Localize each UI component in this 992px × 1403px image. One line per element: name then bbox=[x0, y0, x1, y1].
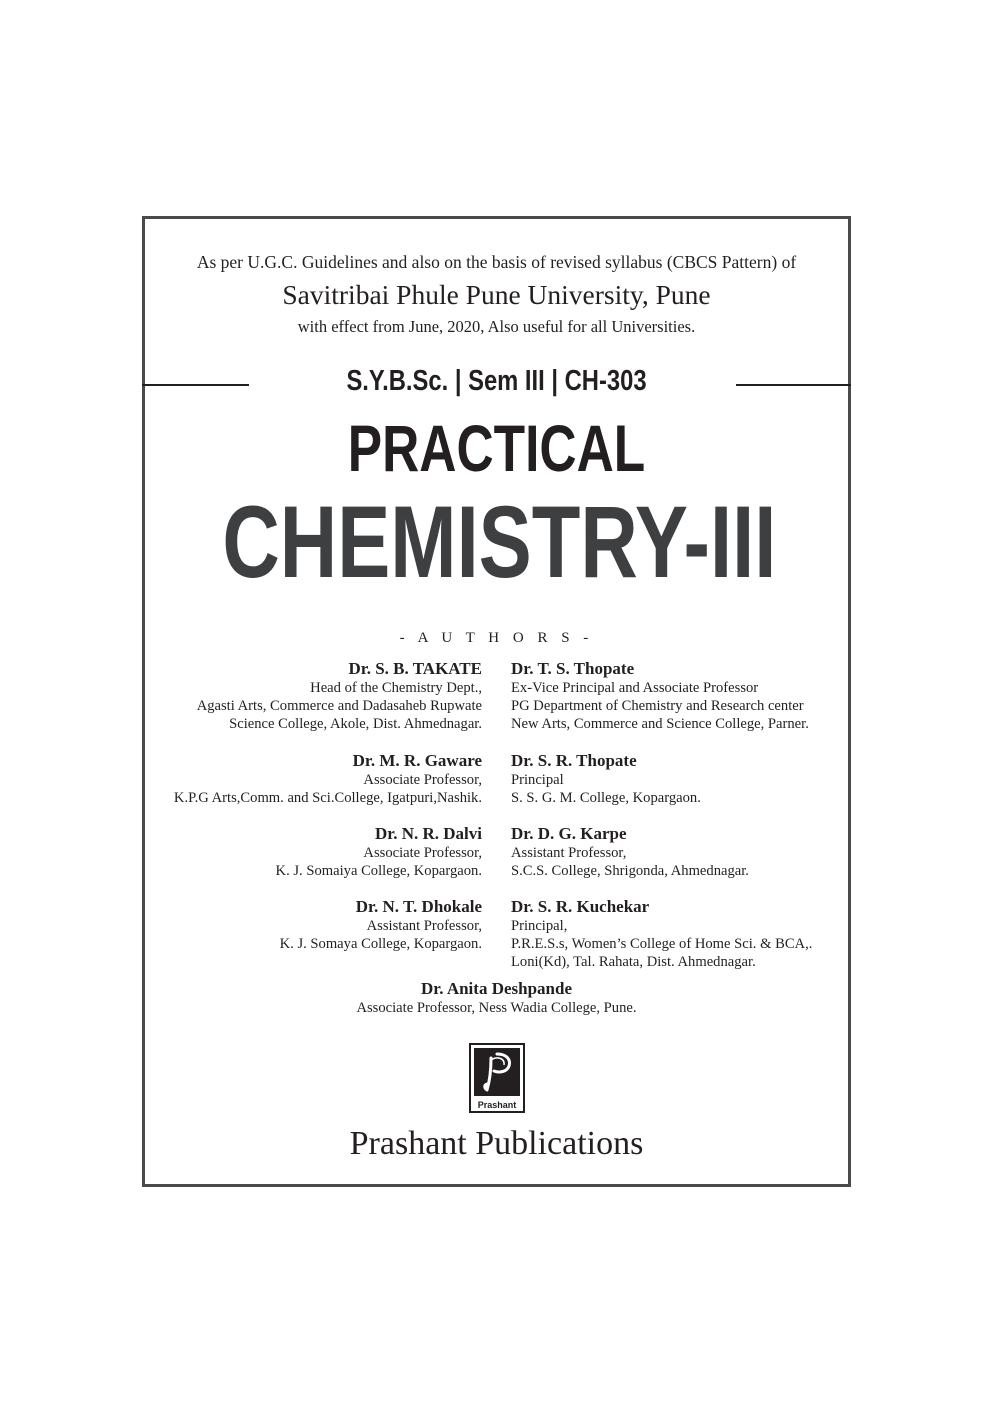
author-detail: Assistant Professor, bbox=[511, 845, 627, 861]
author-dhokale bbox=[280, 897, 482, 953]
author-detail: P.R.E.S.s, Women’s College of Home Sci. & BCA,. bbox=[511, 936, 813, 953]
author-name: Dr. T. S. Thopate bbox=[511, 659, 635, 678]
author-gaware bbox=[174, 751, 482, 807]
author-detail: Agasti Arts, Commerce and Dadasaheb Rupwate bbox=[196, 698, 482, 715]
author-name: Dr. S. R. Kuchekar bbox=[511, 897, 650, 916]
author-detail: Associate Professor, bbox=[363, 772, 482, 788]
author-name: Dr. M. R. Gaware bbox=[352, 751, 482, 770]
author-detail: Principal bbox=[511, 772, 564, 788]
author-detail: Assistant Professor, bbox=[366, 918, 482, 934]
author-name: Dr. D. G. Karpe bbox=[511, 824, 627, 843]
author-t-thopate bbox=[511, 659, 809, 734]
cover-frame bbox=[142, 216, 851, 1187]
publisher-name: Prashant Publications bbox=[349, 1125, 644, 1162]
logo-label: Prashant bbox=[477, 1100, 517, 1110]
author-detail: S. S. G. M. College, Kopargaon. bbox=[511, 790, 701, 807]
effect-text: with effect from June, 2020, Also useful for all Universities. bbox=[297, 317, 696, 336]
author-detail: S.C.S. College, Shrigonda, Ahmednagar. bbox=[511, 863, 749, 880]
authors-heading: - A U T H O R S - bbox=[399, 630, 594, 646]
author-detail: Science College, Akole, Dist. Ahmednagar. bbox=[229, 716, 482, 733]
author-deshpande bbox=[145, 979, 848, 1017]
author-karpe bbox=[511, 824, 749, 880]
author-detail: Ex-Vice Principal and Associate Professor bbox=[511, 680, 759, 696]
title-chemistry: CHEMISTRY-III bbox=[222, 485, 777, 599]
author-name: Dr. S. R. Thopate bbox=[511, 751, 637, 770]
author-detail: Associate Professor, Ness Wadia College, Pune. bbox=[356, 1000, 637, 1016]
stylized-p-logo-icon bbox=[474, 1048, 520, 1096]
author-s-thopate bbox=[511, 751, 701, 807]
university-name: Savitribai Phule Pune University, Pune bbox=[282, 279, 711, 310]
author-detail: Loni(Kd), Tal. Rahata, Dist. Ahmednagar. bbox=[511, 954, 756, 971]
author-detail: Head of the Chemistry Dept., bbox=[310, 680, 482, 696]
author-kuchekar bbox=[511, 897, 812, 972]
author-name: Dr. N. R. Dalvi bbox=[374, 824, 482, 843]
author-name: Dr. S. B. TAKATE bbox=[348, 659, 482, 678]
author-name: Dr. N. T. Dhokale bbox=[355, 897, 482, 916]
author-detail: New Arts, Commerce and Science College, Parner. bbox=[511, 716, 809, 733]
author-takate bbox=[197, 659, 482, 734]
author-detail: Principal, bbox=[511, 918, 568, 934]
author-detail: Associate Professor, bbox=[363, 845, 482, 861]
author-name: Dr. Anita Deshpande bbox=[421, 979, 572, 998]
author-detail: PG Department of Chemistry and Research center bbox=[511, 698, 804, 715]
guidelines-text: As per U.G.C. Guidelines and also on the basis of revised syllabus (CBCS Pattern) of bbox=[196, 252, 797, 272]
course-code: S.Y.B.Sc. | Sem III | CH-303 bbox=[346, 365, 647, 397]
author-detail: K.P.G Arts,Comm. and Sci.College, Igatpuri,Nashik. bbox=[173, 790, 482, 807]
author-detail: K. J. Somaya College, Kopargaon. bbox=[279, 936, 482, 953]
publisher-logo bbox=[469, 1043, 525, 1113]
author-detail: K. J. Somaiya College, Kopargaon. bbox=[275, 863, 482, 880]
author-dalvi bbox=[276, 824, 482, 880]
title-practical: PRACTICAL bbox=[347, 411, 646, 485]
